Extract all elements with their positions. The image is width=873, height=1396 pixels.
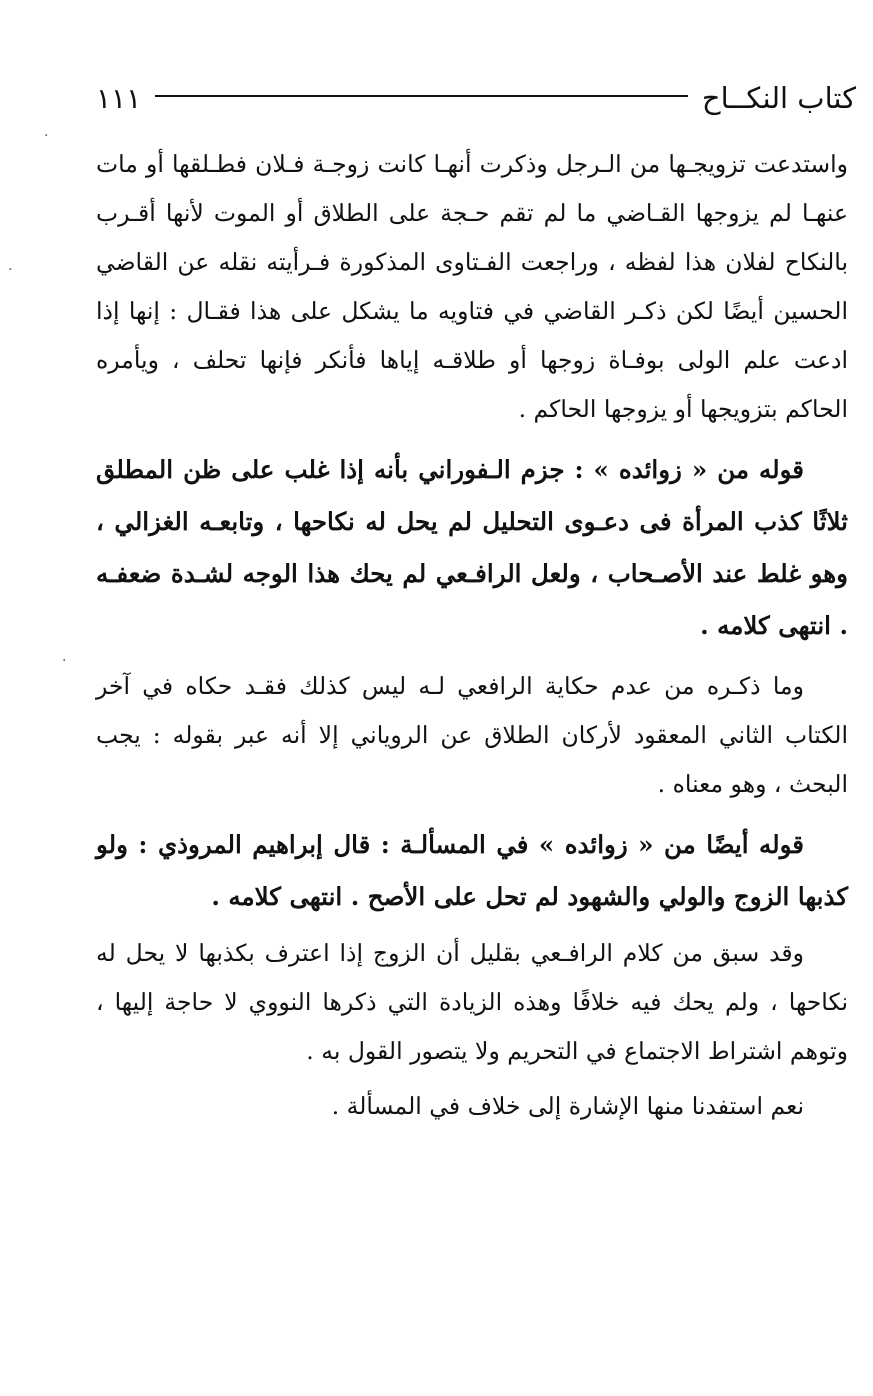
paragraph-3: وقد سبق من كلام الرافـعي بقليل أن الزوج إذا اعترف بكذبها لا يحل له نكاحها ، ولم يحك فيه خلافًا وهذه الزيادة التي ذكرها النووي لا حاجة إليها ، وتوهم اشتراط الاجتماع في التحريم ولا يتصور القول به . <box>96 939 848 1065</box>
running-title: كتاب النكــاح <box>701 81 856 115</box>
page-header <box>96 76 856 120</box>
margin-mark: · <box>8 262 13 278</box>
margin-mark: · <box>44 128 49 144</box>
paragraph-2: وما ذكـره من عدم حكاية الرافعي لـه ليس كذلك فقـد حكاه في آخر الكتاب الثاني المعقود لأركان الطلاق عن الروياني إلا أنه عبر بقوله : يجب البحث ، وهو معناه . <box>96 672 848 798</box>
quotation-paragraph-1: قوله من « زوائده » : جزم الـفوراني بأنه إذا غلب على ظن المطلق ثلاثًا كذب المرأة فى دعـوى التحليل لم يحل له نكاحها ، وتابعـه الغزالي ، وهو غلط عند الأصـحاب ، ولعل الرافـعي لم يحك هذا الوجه لشـدة ضعفـه . انتهى كلامه . <box>96 455 848 640</box>
paragraph-gap <box>96 652 848 662</box>
paragraph-gap <box>96 434 848 444</box>
quotation-paragraph-2: قوله أيضًا من « زوائده » في المسألـة : قال إبراهيم المروذي : ولو كذبها الزوج والولي والشهود لم تحل على الأصح . انتهى كلامه . <box>96 830 848 911</box>
page-number: ١١١ <box>96 81 142 115</box>
paragraph-1: واستدعت تزويجـها من الـرجل وذكرت أنهـا كانت زوجـة فـلان فطـلقها أو مات عنهـا لم يزوجها القـاضي ما لم تقم حـجة على الطلاق أو الموت لأنها أقـرب بالنكاح لفلان هذا لفظه ، وراجعت الفـتاوى المذكورة فـرأيته نقله عن القاضي الحسين أيضًا لكن ذكـر القاضي في فتاويه ما يشكل على هذا فقـال : إنها إذا ادعت علم الولى بوفـاة زوجها أو طلاقـه إياها فأنكر فإنها تحلف ، ويأمره الحاكم بتزويجها أو يزوجها الحاكم . <box>96 150 848 423</box>
margin-mark: · <box>62 653 67 669</box>
page-body <box>96 140 848 1131</box>
paragraph-gap <box>96 809 848 819</box>
paragraph-4: نعم استفدنا منها الإشارة إلى خلاف في المسألة . <box>331 1092 804 1120</box>
header-rule <box>155 95 688 97</box>
